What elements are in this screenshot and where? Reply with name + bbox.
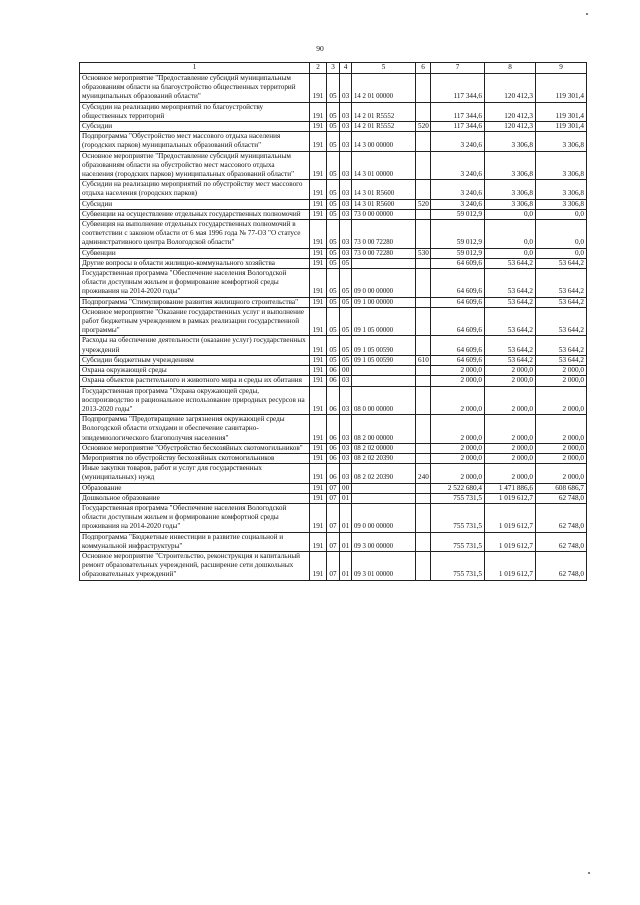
subsection-cell: 03 [340, 443, 352, 453]
amount-cell: 59 012,9 [431, 220, 485, 249]
section-cell: 05 [327, 248, 340, 258]
row-name-cell: Основное мероприятие "Предоставление субсидий муниципальным образованиям области на обустройство мест массового отдыха населения (городских парков) муниципальных образований области" [80, 151, 310, 180]
amount-cell: 0,0 [485, 209, 536, 219]
code-cell: 191 [310, 366, 327, 376]
expense-type-cell: 240 [416, 464, 431, 483]
subsection-cell: 00 [340, 366, 352, 376]
table-row [80, 199, 587, 209]
column-header: 2 [310, 63, 327, 74]
amount-cell: 2 000,0 [485, 376, 536, 386]
row-name-cell: Субсидии [80, 122, 310, 132]
target-article-cell: 73 0 00 00000 [352, 209, 416, 219]
row-name-cell: Субсидии на реализацию мероприятий по благоустройству общественных территорий [80, 102, 310, 121]
amount-cell: 3 306,8 [536, 180, 587, 199]
amount-cell: 64 609,6 [431, 355, 485, 365]
row-name-cell: Подпрограмма "Стимулирование развития жилищного строительства" [80, 297, 310, 307]
expense-type-cell [416, 443, 431, 453]
table-row [80, 122, 587, 132]
amount-cell: 53 644,2 [485, 258, 536, 268]
subsection-cell: 03 [340, 74, 352, 103]
target-article-cell: 14 3 01 R5600 [352, 180, 416, 199]
expense-type-cell [416, 415, 431, 444]
amount-cell: 2 000,0 [431, 376, 485, 386]
code-cell: 191 [310, 336, 327, 355]
section-cell: 05 [327, 180, 340, 199]
expense-type-cell: 520 [416, 199, 431, 209]
code-cell: 191 [310, 102, 327, 121]
amount-cell: 2 000,0 [431, 464, 485, 483]
subsection-cell: 03 [340, 151, 352, 180]
expense-type-cell [416, 297, 431, 307]
code-cell: 191 [310, 551, 327, 580]
expense-type-cell [416, 551, 431, 580]
target-article-cell [352, 483, 416, 493]
section-cell: 05 [327, 220, 340, 249]
subsection-cell: 03 [340, 199, 352, 209]
expense-type-cell [416, 102, 431, 121]
code-cell: 191 [310, 199, 327, 209]
code-cell: 191 [310, 503, 327, 532]
column-header: 1 [80, 63, 310, 74]
amount-cell: 1 019 612,7 [485, 493, 536, 503]
amount-cell: 119 301,4 [536, 122, 587, 132]
amount-cell: 117 344,6 [431, 102, 485, 121]
subsection-cell: 01 [340, 503, 352, 532]
row-name-cell: Подпрограмма "Обустройство мест массового отдыха населения (городских парков) муниципальных образований области" [80, 132, 310, 151]
target-article-cell: 09 3 00 00000 [352, 532, 416, 551]
row-name-cell: Мероприятия по обустройству бесхозяйных скотомогильников [80, 453, 310, 463]
amount-cell: 0,0 [536, 248, 587, 258]
subsection-cell: 05 [340, 297, 352, 307]
scan-speck [588, 872, 590, 874]
target-article-cell: 14 3 01 R5600 [352, 199, 416, 209]
amount-cell: 2 000,0 [536, 453, 587, 463]
amount-cell: 53 644,2 [536, 297, 587, 307]
amount-cell: 53 644,2 [536, 336, 587, 355]
amount-cell: 2 522 680,4 [431, 483, 485, 493]
code-cell: 191 [310, 220, 327, 249]
amount-cell: 59 012,9 [431, 209, 485, 219]
row-name-cell: Подпрограмма "Предотвращение загрязнения окружающей среды Вологодской области отходами и обеспечение санитарно-эпидемиологического благополучия населения" [80, 415, 310, 444]
subsection-cell: 03 [340, 132, 352, 151]
section-cell: 06 [327, 464, 340, 483]
section-cell: 05 [327, 307, 340, 336]
amount-cell: 0,0 [485, 248, 536, 258]
expense-type-cell [416, 386, 431, 415]
amount-cell: 1 019 612,7 [485, 503, 536, 532]
table-row [80, 551, 587, 580]
target-article-cell: 14 2 01 00000 [352, 74, 416, 103]
amount-cell: 62 748,0 [536, 532, 587, 551]
target-article-cell: 09 0 00 00000 [352, 269, 416, 298]
section-cell: 05 [327, 199, 340, 209]
amount-cell: 2 000,0 [485, 366, 536, 376]
target-article-cell: 14 2 01 R5552 [352, 122, 416, 132]
column-header: 6 [416, 63, 431, 74]
subsection-cell: 03 [340, 248, 352, 258]
row-name-cell: Субсидии [80, 199, 310, 209]
amount-cell: 2 000,0 [431, 415, 485, 444]
amount-cell: 2 000,0 [536, 443, 587, 453]
row-name-cell: Иные закупки товаров, работ и услуг для государственных (муниципальных) нужд [80, 464, 310, 483]
table-row [80, 209, 587, 219]
code-cell: 191 [310, 376, 327, 386]
section-cell: 06 [327, 376, 340, 386]
amount-cell: 755 731,5 [431, 532, 485, 551]
amount-cell: 2 000,0 [431, 443, 485, 453]
code-cell: 191 [310, 132, 327, 151]
code-cell: 191 [310, 248, 327, 258]
code-cell: 191 [310, 415, 327, 444]
code-cell: 191 [310, 386, 327, 415]
row-name-cell: Государственная программа "Обеспечение населения Вологодской области доступным жильем и формирование комфортной среды проживания на 2014-2020 годы" [80, 269, 310, 298]
section-cell: 07 [327, 493, 340, 503]
target-article-cell: 09 0 00 00000 [352, 503, 416, 532]
code-cell: 191 [310, 464, 327, 483]
target-article-cell: 14 3 01 00000 [352, 151, 416, 180]
code-cell: 191 [310, 122, 327, 132]
target-article-cell: 73 0 00 72280 [352, 248, 416, 258]
section-cell: 05 [327, 258, 340, 268]
amount-cell: 53 644,2 [485, 297, 536, 307]
amount-cell: 2 000,0 [485, 415, 536, 444]
expense-type-cell [416, 336, 431, 355]
table-row [80, 355, 587, 365]
amount-cell: 64 609,6 [431, 307, 485, 336]
target-article-cell: 09 1 05 00590 [352, 355, 416, 365]
subsection-cell: 03 [340, 415, 352, 444]
amount-cell: 0,0 [536, 220, 587, 249]
code-cell: 191 [310, 180, 327, 199]
expense-type-cell [416, 366, 431, 376]
code-cell: 191 [310, 453, 327, 463]
page-number: 90 [316, 44, 324, 53]
amount-cell: 0,0 [536, 209, 587, 219]
amount-cell: 53 644,2 [485, 307, 536, 336]
table-row [80, 483, 587, 493]
amount-cell: 1 471 886,6 [485, 483, 536, 493]
column-header: 4 [340, 63, 352, 74]
amount-cell: 3 306,8 [485, 180, 536, 199]
row-name-cell: Расходы на обеспечение деятельности (оказание услуг) государственных учреждений [80, 336, 310, 355]
table-row [80, 269, 587, 298]
target-article-cell: 73 0 00 72280 [352, 220, 416, 249]
amount-cell: 2 000,0 [431, 453, 485, 463]
expense-type-cell [416, 151, 431, 180]
row-name-cell: Дошкольное образование [80, 493, 310, 503]
row-name-cell: Охрана объектов растительного и животного мира и среды их обитания [80, 376, 310, 386]
table-row [80, 180, 587, 199]
section-cell: 06 [327, 386, 340, 415]
amount-cell: 755 731,5 [431, 551, 485, 580]
target-article-cell: 09 3 01 00000 [352, 551, 416, 580]
table-row [80, 415, 587, 444]
code-cell: 191 [310, 483, 327, 493]
subsection-cell: 03 [340, 453, 352, 463]
amount-cell: 1 019 612,7 [485, 551, 536, 580]
expense-type-cell: 530 [416, 248, 431, 258]
amount-cell: 3 306,8 [536, 132, 587, 151]
amount-cell: 1 019 612,7 [485, 532, 536, 551]
table-row [80, 248, 587, 258]
header-row [80, 63, 587, 74]
subsection-cell: 05 [340, 269, 352, 298]
amount-cell: 53 644,2 [536, 307, 587, 336]
target-article-cell [352, 376, 416, 386]
section-cell: 05 [327, 269, 340, 298]
expense-type-cell [416, 503, 431, 532]
column-header: 8 [485, 63, 536, 74]
column-header: 9 [536, 63, 587, 74]
table-row [80, 453, 587, 463]
subsection-cell: 01 [340, 493, 352, 503]
subsection-cell: 00 [340, 483, 352, 493]
amount-cell: 64 609,6 [431, 269, 485, 298]
amount-cell: 2 000,0 [536, 366, 587, 376]
row-name-cell: Субсидии бюджетным учреждениям [80, 355, 310, 365]
expense-type-cell [416, 376, 431, 386]
target-article-cell [352, 366, 416, 376]
amount-cell: 64 609,6 [431, 336, 485, 355]
section-cell: 05 [327, 132, 340, 151]
section-cell: 05 [327, 355, 340, 365]
amount-cell: 3 306,8 [485, 132, 536, 151]
amount-cell: 2 000,0 [431, 386, 485, 415]
target-article-cell [352, 493, 416, 503]
target-article-cell: 14 2 01 R5552 [352, 102, 416, 121]
row-name-cell: Основное мероприятие "Предоставление субсидий муниципальным образованиям области на благоустройство общественных территорий муниципальных образований области" [80, 74, 310, 103]
table-row [80, 297, 587, 307]
column-header: 3 [327, 63, 340, 74]
subsection-cell: 03 [340, 122, 352, 132]
table-row [80, 74, 587, 103]
table-row [80, 386, 587, 415]
expense-type-cell [416, 532, 431, 551]
expense-type-cell [416, 307, 431, 336]
amount-cell: 3 306,8 [536, 199, 587, 209]
amount-cell: 3 306,8 [485, 151, 536, 180]
amount-cell: 59 012,9 [431, 248, 485, 258]
target-article-cell: 08 2 02 20390 [352, 453, 416, 463]
row-name-cell: Основное мероприятие "Строительство, реконструкция и капитальный ремонт образовательных учреждений, расширение сети дошкольных образовательных учреждений" [80, 551, 310, 580]
scan-speck [586, 13, 588, 15]
table-row [80, 151, 587, 180]
amount-cell: 53 644,2 [485, 269, 536, 298]
code-cell: 191 [310, 443, 327, 453]
column-header: 5 [352, 63, 416, 74]
amount-cell: 64 609,6 [431, 258, 485, 268]
expense-type-cell [416, 483, 431, 493]
row-name-cell: Государственная программа "Охрана окружающей среды, воспроизводство и рациональное использование природных ресурсов на 2013-2020 годы" [80, 386, 310, 415]
target-article-cell: 14 3 00 00000 [352, 132, 416, 151]
target-article-cell: 08 0 00 00000 [352, 386, 416, 415]
amount-cell: 120 412,3 [485, 74, 536, 103]
amount-cell: 53 644,2 [485, 336, 536, 355]
section-cell: 07 [327, 503, 340, 532]
expense-type-cell [416, 74, 431, 103]
amount-cell: 119 301,4 [536, 102, 587, 121]
amount-cell: 117 344,6 [431, 74, 485, 103]
amount-cell: 2 000,0 [485, 464, 536, 483]
amount-cell: 64 609,6 [431, 297, 485, 307]
row-name-cell: Субвенции [80, 248, 310, 258]
table-row [80, 376, 587, 386]
table-row [80, 132, 587, 151]
section-cell: 05 [327, 151, 340, 180]
section-cell: 06 [327, 443, 340, 453]
target-article-cell: 08 2 00 00000 [352, 415, 416, 444]
section-cell: 05 [327, 102, 340, 121]
subsection-cell: 03 [340, 209, 352, 219]
row-name-cell: Образование [80, 483, 310, 493]
table-row [80, 220, 587, 249]
target-article-cell: 08 2 02 20390 [352, 464, 416, 483]
amount-cell: 2 000,0 [536, 464, 587, 483]
amount-cell: 608 686,7 [536, 483, 587, 493]
row-name-cell: Другие вопросы в области жилищно-коммунального хозяйства [80, 258, 310, 268]
subsection-cell: 01 [340, 532, 352, 551]
section-cell: 07 [327, 532, 340, 551]
section-cell: 07 [327, 483, 340, 493]
amount-cell: 2 000,0 [536, 415, 587, 444]
code-cell: 191 [310, 258, 327, 268]
amount-cell: 2 000,0 [485, 443, 536, 453]
amount-cell: 2 000,0 [536, 386, 587, 415]
amount-cell: 119 301,4 [536, 74, 587, 103]
row-name-cell: Субвенции на осуществление отдельных государственных полномочий [80, 209, 310, 219]
subsection-cell: 05 [340, 336, 352, 355]
section-cell: 07 [327, 551, 340, 580]
amount-cell: 53 644,2 [536, 355, 587, 365]
amount-cell: 117 344,6 [431, 122, 485, 132]
amount-cell: 2 000,0 [485, 453, 536, 463]
expense-type-cell [416, 132, 431, 151]
table-row [80, 443, 587, 453]
amount-cell: 2 000,0 [485, 386, 536, 415]
table-body [80, 74, 587, 581]
code-cell: 191 [310, 269, 327, 298]
amount-cell: 3 240,6 [431, 132, 485, 151]
subsection-cell: 03 [340, 102, 352, 121]
subsection-cell: 03 [340, 386, 352, 415]
expense-type-cell: 610 [416, 355, 431, 365]
amount-cell: 53 644,2 [536, 258, 587, 268]
table-row [80, 258, 587, 268]
section-cell: 05 [327, 122, 340, 132]
section-cell: 05 [327, 209, 340, 219]
expense-type-cell: 520 [416, 122, 431, 132]
section-cell: 06 [327, 366, 340, 376]
row-name-cell: Государственная программа "Обеспечение населения Вологодской области доступным жильем и формирование комфортной среды проживания на 2014-2020 годы" [80, 503, 310, 532]
subsection-cell: 05 [340, 258, 352, 268]
code-cell: 191 [310, 297, 327, 307]
amount-cell: 62 748,0 [536, 551, 587, 580]
subsection-cell: 03 [340, 220, 352, 249]
subsection-cell: 05 [340, 355, 352, 365]
table-row [80, 532, 587, 551]
target-article-cell: 08 2 02 00000 [352, 443, 416, 453]
expense-type-cell [416, 258, 431, 268]
section-cell: 05 [327, 297, 340, 307]
target-article-cell: 09 1 05 00590 [352, 336, 416, 355]
subsection-cell: 01 [340, 551, 352, 580]
row-name-cell: Основное мероприятие "Оказание государственных услуг и выполнение работ бюджетным учреждением в рамках реализации государственной программы" [80, 307, 310, 336]
code-cell: 191 [310, 493, 327, 503]
amount-cell: 53 644,2 [485, 355, 536, 365]
target-article-cell: 09 1 05 00000 [352, 307, 416, 336]
code-cell: 191 [310, 355, 327, 365]
code-cell: 191 [310, 209, 327, 219]
row-name-cell: Субвенция на выполнение отдельных государственных полномочий в соответствии с законом области от 6 мая 1996 года № 77-ОЗ "О статусе административного центра Вологодской области" [80, 220, 310, 249]
row-name-cell: Охрана окружающей среды [80, 366, 310, 376]
subsection-cell: 03 [340, 376, 352, 386]
row-name-cell: Субсидии на реализацию мероприятий по обустройству мест массового отдыха населения (городских парков) [80, 180, 310, 199]
amount-cell: 2 000,0 [536, 376, 587, 386]
budget-table [79, 62, 587, 581]
amount-cell: 3 240,6 [431, 151, 485, 180]
table-row [80, 493, 587, 503]
table-row [80, 503, 587, 532]
target-article-cell [352, 258, 416, 268]
row-name-cell: Подпрограмма "Бюджетные инвестиции в развитие социальной и коммунальной инфраструктуры" [80, 532, 310, 551]
amount-cell: 62 748,0 [536, 493, 587, 503]
expense-type-cell [416, 209, 431, 219]
expense-type-cell [416, 180, 431, 199]
amount-cell: 3 240,6 [431, 180, 485, 199]
expense-type-cell [416, 453, 431, 463]
expense-type-cell [416, 220, 431, 249]
amount-cell: 0,0 [485, 220, 536, 249]
section-cell: 05 [327, 336, 340, 355]
table-row [80, 336, 587, 355]
section-cell: 06 [327, 453, 340, 463]
code-cell: 191 [310, 74, 327, 103]
row-name-cell: Основное мероприятие "Обустройство бесхозяйных скотомогильников" [80, 443, 310, 453]
code-cell: 191 [310, 151, 327, 180]
subsection-cell: 05 [340, 307, 352, 336]
expense-type-cell [416, 269, 431, 298]
subsection-cell: 03 [340, 180, 352, 199]
amount-cell: 53 644,2 [536, 269, 587, 298]
code-cell: 191 [310, 307, 327, 336]
expense-type-cell [416, 493, 431, 503]
amount-cell: 120 412,3 [485, 102, 536, 121]
section-cell: 06 [327, 415, 340, 444]
amount-cell: 755 731,5 [431, 493, 485, 503]
code-cell: 191 [310, 532, 327, 551]
column-header: 7 [431, 63, 485, 74]
section-cell: 05 [327, 74, 340, 103]
amount-cell: 2 000,0 [431, 366, 485, 376]
table-row [80, 102, 587, 121]
amount-cell: 62 748,0 [536, 503, 587, 532]
amount-cell: 755 731,5 [431, 503, 485, 532]
subsection-cell: 03 [340, 464, 352, 483]
amount-cell: 120 412,3 [485, 122, 536, 132]
table-row [80, 307, 587, 336]
table-row [80, 366, 587, 376]
table-row [80, 464, 587, 483]
target-article-cell: 09 1 00 00000 [352, 297, 416, 307]
amount-cell: 3 306,8 [485, 199, 536, 209]
amount-cell: 3 306,8 [536, 151, 587, 180]
amount-cell: 3 240,6 [431, 199, 485, 209]
